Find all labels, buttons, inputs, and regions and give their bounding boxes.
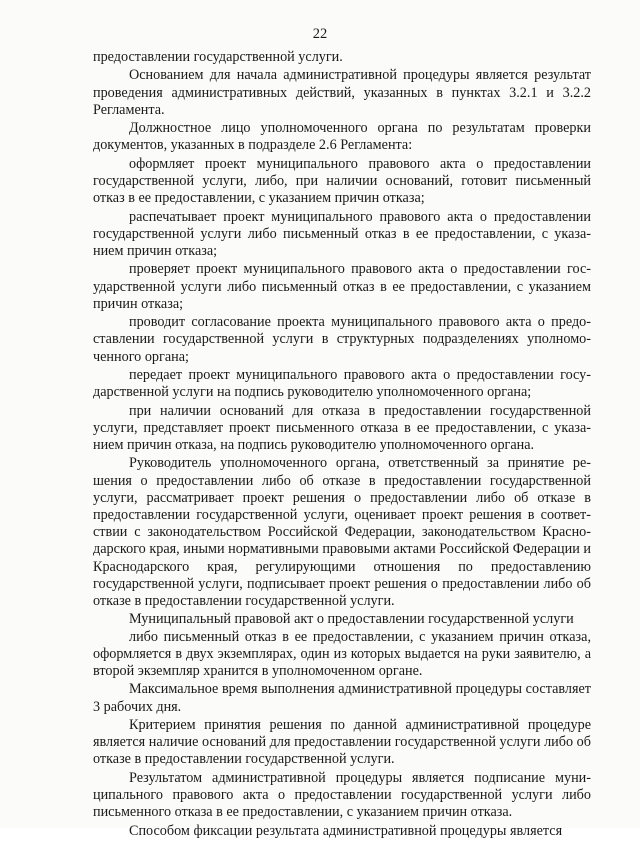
paragraph: Результатом административной процедуры является подписание муниципального правового акта о предоставлении государственной услуги либо письменного отказа в ее предоставлении, с указанием причин отказа. — [93, 769, 591, 821]
document-body — [93, 49, 591, 841]
paragraph: Основанием для начала административной процедуры является результат проведения административных действий, указанных в пунктах 3.2.1 и 3.2.2 Регламента. — [93, 67, 591, 118]
paragraph: при наличии оснований для отказа в предоставлении государственной услуги, представляет проект письменного отказа в ее предоставлении, с указанием причин отказа, на подпись руководителю уполномоченного органа. — [93, 402, 591, 453]
paragraph: Должностное лицо уполномоченного органа по результатам проверки документов, указанных в подразделе 2.6 Регламента: — [93, 120, 591, 154]
paragraph: Способом фиксации результата административной процедуры является — [129, 822, 563, 839]
paragraph: распечатывает проект муниципального правового акта о предоставлении государственной услуги либо письменный отказ в ее предоставлении, с указанием причин отказа; — [93, 208, 591, 259]
paragraph: передает проект муниципального правового акта о предоставлении государственной услуги на подпись руководителю уполномоченного органа; — [93, 366, 591, 401]
paragraph: проводит согласование проекта муниципального правового акта о предоставлении государственной услуги в структурных подразделениях уполномоченного органа; — [93, 314, 591, 365]
paragraph: оформляет проект муниципального правового акта о предоставлении государственной услуги, либо, при наличии оснований, готовит письменный отказ в ее предоставлении, с указанием причин отказа; — [93, 155, 591, 207]
paragraph: Критерием принятия решения по данной административной процедуре является наличие оснований для предоставлении государственной услуги либо об отказе в предоставлении государственной услуги. — [93, 716, 591, 768]
paragraph: предоставлении государственной услуги. — [93, 49, 343, 65]
paragraph: Руководитель уполномоченного органа, ответственный за принятие решения о предоставлении либо об отказе в предоставлении государственной услуги, рассматривает проект решения о предоставлении либо об отказе в предоставлении государственной услуги, оценивает проект решения в соответствии с законодательством Российской Федерации, законодательством Краснодарского края, иными нормативными правовыми актами Российской Федерации и Краснодарского края, регулирующими отношения по предоставлению государственной услуги, подписывает проект решения о предоставлении либо об отказе в предоставлении государственной услуги. — [93, 455, 591, 609]
paragraph: проверяет проект муниципального правового акта о предоставлении государственной услуги либо письменный отказ в ее предоставлении, с указанием причин отказа; — [93, 261, 591, 312]
page-number: 22 — [312, 26, 328, 42]
paragraph: Максимальное время выполнения административной процедуры составляет 3 рабочих дня. — [93, 681, 591, 715]
paragraph: либо письменный отказ в ее предоставлении, с указанием причин отказа, оформляется в двух экземплярах, один из которых выдается на руки заявителю, а второй экземпляр хранится в уполномоченном органе. — [93, 628, 591, 679]
paragraph: Муниципальный правовой акт о предоставлении государственной услуги — [129, 611, 574, 628]
